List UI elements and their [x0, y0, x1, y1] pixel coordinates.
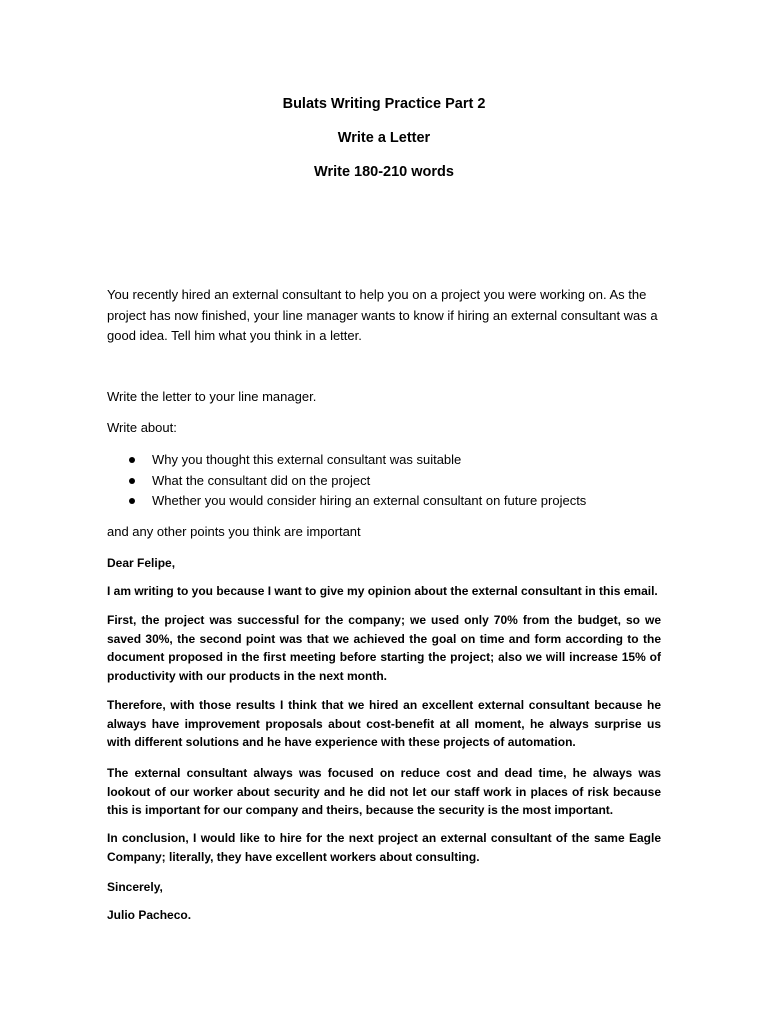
letter-salutation: Dear Felipe,: [107, 556, 176, 570]
list-item: [126, 450, 586, 471]
letter-paragraph: The external consultant always was focused on reduce cost and dead time, he always was lookout of our worker about security and he did not let our staff work in places of risk because this is important for our company and theirs, because the security is the most important.: [107, 766, 661, 818]
bullet-icon: [129, 498, 135, 504]
letter-signature: Julio Pacheco.: [107, 908, 192, 922]
bullet-text: What the consultant did on the project: [152, 472, 371, 488]
letter-paragraph: First, the project was successful for the company; we used only 70% from the budget, so we saved 30%, the second point was that we achieved the goal on time and form according to the document proposed in the first meeting before starting the project; also we will increase 15% of productivity with our products in the next month.: [107, 613, 661, 683]
word-count-requirement: Write 180-210 words: [314, 164, 454, 180]
document-title: Bulats Writing Practice Part 2: [282, 96, 486, 112]
task-intro: You recently hired an external consultant to help you on a project you were working on. As the project has now finished, your line manager wants to know if hiring an external consultant was a good idea. Tell him what you think in a letter.: [107, 287, 658, 343]
bullet-icon: [129, 478, 135, 484]
bullet-text: Whether you would consider hiring an external consultant on future projects: [152, 493, 587, 508]
other-points-note: and any other points you think are important: [107, 524, 361, 539]
bullet-icon: [129, 457, 135, 463]
letter-closing: Sincerely,: [107, 880, 163, 894]
task-bullet-list: [126, 450, 586, 512]
list-item: [126, 491, 586, 512]
letter-paragraph: In conclusion, I would like to hire for the next project an external consultant of the same Eagle Company; literally, they have excellent workers about consulting.: [107, 831, 661, 864]
bullet-text: Why you thought this external consultant was suitable: [152, 452, 462, 467]
write-about-label: Write about:: [107, 420, 177, 435]
letter-paragraph: Therefore, with those results I think that we hired an excellent external consultant because he always have improvement proposals about cost-benefit at all moment, he always surprise us with different solutions and he have experience with these projects of automation.: [107, 698, 661, 750]
document-subtitle: Write a Letter: [337, 130, 431, 146]
task-instruction: Write the letter to your line manager.: [107, 389, 317, 404]
letter-paragraph: I am writing to you because I want to give my opinion about the external consultant in this email.: [107, 584, 658, 598]
list-item: [126, 471, 586, 492]
